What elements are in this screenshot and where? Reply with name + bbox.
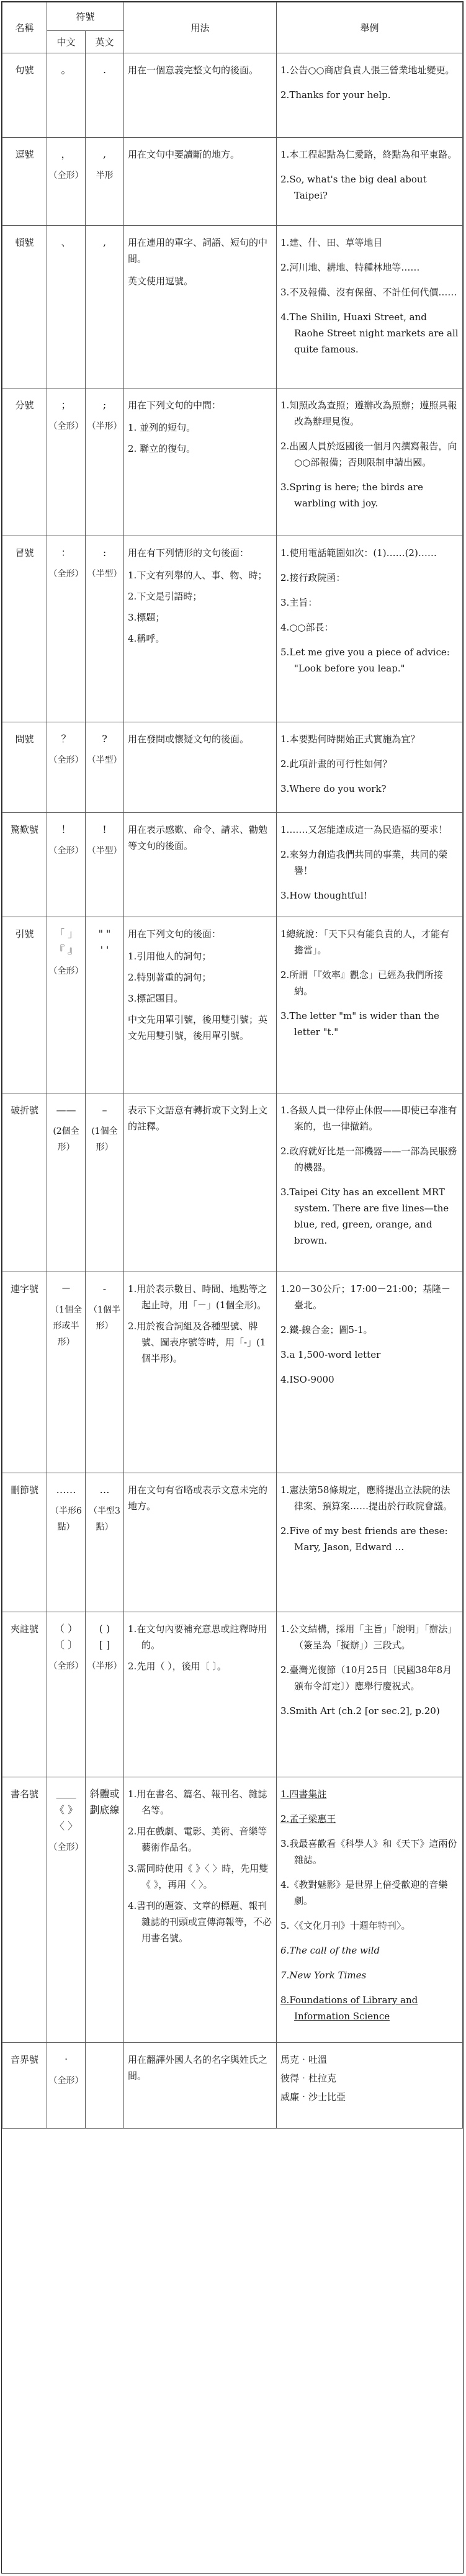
example-item: 3.Smith Art (ch.2 [or sec.2], p.20): [280, 1705, 440, 1717]
example-item: 1.公告○○商店負責人張三營業地址變更。: [280, 65, 455, 76]
symbol-zh-note: （全形）: [48, 1842, 84, 1852]
mark-name: 夾註號: [2, 1612, 47, 1777]
symbol-zh-cell: [47, 138, 86, 226]
usage-cell: [124, 1272, 277, 1473]
symbol-en: " " ' ': [98, 928, 111, 956]
example-list: [280, 1786, 459, 2024]
usage-cell: [124, 388, 277, 536]
example-item: 2.政府就好比是一部機器——一部為民服務的機器。: [280, 1146, 457, 1173]
example-list: [280, 1102, 459, 1249]
example-cell: [277, 722, 463, 813]
example-item: 1.20－30公斤；17:00－21:00；基隆－臺北。: [280, 1283, 450, 1311]
example-list: [280, 1482, 459, 1555]
example-item: 2.Thanks for your help.: [280, 89, 391, 101]
symbol-zh: －: [61, 1283, 71, 1295]
example-list: [280, 926, 459, 1040]
example-item: 1.……又怎能達成這一為民造福的要求！: [280, 824, 448, 835]
example-list: [280, 822, 459, 904]
mark-name: 冒號: [2, 536, 47, 722]
usage-item: 1. 並列的短句。: [128, 422, 196, 433]
usage-list: [128, 1621, 272, 1674]
symbol-en-note: （半形）: [87, 421, 122, 431]
example-cell: [277, 53, 463, 138]
table-row: [2, 917, 463, 1093]
table-row: [2, 722, 463, 813]
symbol-zh-cell: [47, 53, 86, 138]
symbol-en: .: [102, 64, 107, 76]
table-row: [2, 813, 463, 917]
usage-cell: [124, 813, 277, 917]
usage-note: 中文先用單引號，後用雙引號；英文先用雙引號，後用單引號。: [128, 1014, 268, 1041]
symbol-en-cell: [86, 2043, 124, 2129]
usage-item: 2.先用（ ），後用〔 〕。: [128, 1661, 226, 1672]
usage-list: [128, 948, 272, 1007]
usage-text: 表示下文語意有轉折或下文對上文的註釋。: [128, 1105, 268, 1132]
example-cell: [277, 536, 463, 722]
example-item: 1.憲法第58條規定，應將提出立法院的法律案、預算案……提出於行政院會議。: [280, 1484, 453, 1512]
example-item: 3.a 1,500-word letter: [280, 1349, 381, 1360]
symbol-en-cell: [86, 536, 124, 722]
example-list: [280, 1621, 459, 1719]
symbol-en-note: （半型）: [87, 846, 122, 856]
usage-text: 英文使用逗號。: [128, 276, 194, 287]
symbol-en-cell: [86, 226, 124, 388]
example-cell: [277, 388, 463, 536]
usage-text: 用在文句中要讀斷的地方。: [128, 149, 240, 160]
symbol-zh: ！: [61, 824, 71, 835]
example-item: 1.本要點何時開始正式實施為宜？: [280, 734, 420, 745]
example-item: 7.New York Times: [280, 1970, 367, 1981]
usage-item: 2.用在戲劇、電影、美術、音樂等藝術作品名。: [128, 1826, 267, 1853]
symbol-zh-note: （全形）: [48, 966, 84, 976]
mark-name: 音界號: [2, 2043, 47, 2129]
header-name: 名稱: [2, 2, 47, 53]
usage-text: 用在連用的單字、詞語、短句的中間。: [128, 237, 268, 264]
mark-name: 連字號: [2, 1272, 47, 1473]
symbol-en-cell: [86, 138, 124, 226]
header-zh: 中文: [47, 31, 86, 53]
usage-cell: [124, 722, 277, 813]
mark-name: 驚歎號: [2, 813, 47, 917]
mark-name: 問號: [2, 722, 47, 813]
example-item: 3.How thoughtful!: [280, 890, 367, 901]
mark-name: 引號: [2, 917, 47, 1093]
usage-text: 用在翻譯外國人名的名字與姓氏之間。: [128, 2054, 268, 2081]
table-row: [2, 226, 463, 388]
symbol-en-note: （半型3點）: [89, 1506, 120, 1532]
symbol-en: :: [102, 547, 107, 559]
symbol-zh-cell: [47, 2043, 86, 2129]
usage-item: 1.用在書名、篇名、報刊名、雜誌名等。: [128, 1788, 267, 1816]
example-item: 1.四書集註: [280, 1788, 327, 1800]
example-item: 1總統說：「天下只有能負責的人，才能有擔當」。: [280, 928, 450, 956]
table-row: [2, 1272, 463, 1473]
usage-cell: [124, 1612, 277, 1777]
symbol-en-note: 半形: [96, 171, 114, 181]
usage-text: 用在一個意義完整文句的後面。: [128, 65, 259, 76]
example-item: 5.Let me give you a piece of advice: "Look before you leap.": [280, 647, 450, 674]
symbol-en-note: (1個全形）: [91, 1126, 118, 1152]
example-item: 4.The Shilin, Huaxi Street, and Raohe Street night markets are all quite famous.: [280, 312, 459, 355]
table-row: [2, 53, 463, 138]
mark-name: 頓號: [2, 226, 47, 388]
example-cell: [277, 813, 463, 917]
table-row: [2, 388, 463, 536]
example-item: 4.ISO-9000: [280, 1374, 334, 1385]
symbol-zh-cell: [47, 536, 86, 722]
symbol-en: …: [99, 1484, 110, 1496]
symbol-zh-note: （全形）: [48, 1661, 84, 1671]
example-item: 3.主旨：: [280, 597, 318, 608]
symbol-zh-cell: [47, 226, 86, 388]
symbol-zh-note: （全形）: [48, 846, 84, 856]
symbol-en-cell: [86, 722, 124, 813]
usage-item: 4.書刊的題簽、文章的標題、報刊雜誌的刊頭或宣傳海報等，不必用書名號。: [128, 1900, 272, 1944]
symbol-zh-note: （全形）: [48, 421, 84, 431]
example-list: [280, 235, 459, 357]
example-item: 2.So, what's the big deal about Taipei?: [280, 174, 427, 201]
example-list: [280, 146, 459, 204]
table-row: [2, 1777, 463, 2043]
symbol-en-cell: [86, 917, 124, 1093]
usage-cell: [124, 2043, 277, 2129]
usage-text: 用在有下列情形的文句後面：: [128, 547, 249, 559]
usage-item: 4.稱呼。: [128, 633, 165, 644]
symbol-en-note: （半形）: [87, 1661, 122, 1671]
symbol-zh-cell: [47, 1473, 86, 1612]
usage-item: 3.標題；: [128, 612, 165, 623]
symbol-zh-note: （1個全形或半形）: [50, 1305, 82, 1347]
example-cell: [277, 1093, 463, 1272]
header-example: 舉例: [277, 2, 463, 53]
symbol-zh-cell: [47, 1093, 86, 1272]
symbol-en-note: （半型）: [87, 569, 122, 579]
symbol-en-cell: [86, 1612, 124, 1777]
symbol-en: ,: [102, 236, 107, 248]
usage-list: [128, 1281, 272, 1367]
example-item: 3.不及報備、沒有保留、不計任何代價……: [280, 287, 457, 298]
example-item: 8.Foundations of Library and Information Science: [280, 1995, 418, 2022]
example-item: 1.使用電話範圍如次：(1)……(2)……: [280, 547, 437, 559]
symbol-en: !: [102, 824, 107, 835]
usage-item: 2.下文是引語時；: [128, 591, 202, 602]
symbol-zh: ……: [56, 1484, 76, 1496]
symbol-zh-cell: [47, 1612, 86, 1777]
table-row: [2, 138, 463, 226]
example-item: 2.所謂「『效率』觀念」已經為我們所接納。: [280, 969, 443, 997]
symbol-en-cell: [86, 1777, 124, 2043]
symbol-zh: ？: [61, 733, 71, 745]
example-item: 2.出國人員於返國後一個月內撰寫報告，向○○部報備；否則限制申請出國。: [280, 441, 457, 468]
symbol-zh-cell: [47, 1272, 86, 1473]
mark-name: 破折號: [2, 1093, 47, 1272]
example-cell: [277, 2043, 463, 2129]
example-item: 1.知照改為查照；遵辦改為照辦；遵照具報改為辦理見復。: [280, 400, 457, 427]
usage-text: 用在下列文句的後面：: [128, 928, 222, 940]
table-row: [2, 1093, 463, 1272]
example-item: 1.各級人員一律停止休假——即使已奉准有案的，也一律撤銷。: [280, 1105, 457, 1132]
symbol-en-cell: [86, 1093, 124, 1272]
example-item: 2.Five of my best friends are these: Mary, Jason, Edward …: [280, 1525, 448, 1553]
example-item: 3.我最喜歡看《科學人》和《天下》這兩份雜誌。: [280, 1838, 457, 1865]
example-item: 3.Spring is here; the birds are warbling with joy.: [280, 482, 423, 509]
example-item: 2.接行政院函：: [280, 572, 346, 583]
usage-cell: [124, 917, 277, 1093]
symbol-en: ;: [102, 399, 107, 411]
usage-item: 1.在文句內要補充意思或註釋時用的。: [128, 1623, 267, 1651]
usage-list: [128, 420, 272, 457]
symbol-en-cell: [86, 388, 124, 536]
example-item: 1.公文結構，採用「主旨」「說明」「辦法」（簽呈為「擬辦」）三段式。: [280, 1623, 457, 1651]
symbol-zh: （ ） 〔 〕: [54, 1623, 78, 1651]
symbol-zh-note: （全形）: [48, 2076, 84, 2086]
example-list: [280, 545, 459, 676]
symbol-zh: ，: [61, 148, 71, 160]
punctuation-table: [2, 2, 463, 2129]
table-body: [2, 53, 463, 2129]
usage-text: 用在發問或懷疑文句的後面。: [128, 734, 249, 745]
usage-cell: [124, 536, 277, 722]
mark-name: 句號: [2, 53, 47, 138]
usage-item: 2.特別著重的詞句；: [128, 972, 212, 983]
usage-item: 1.下文有列舉的人、事、物、時；: [128, 570, 267, 581]
example-cell: [277, 917, 463, 1093]
example-cell: [277, 226, 463, 388]
example-item: 2.此項計畫的可行性如何？: [280, 758, 392, 770]
example-item: 3.Taipei City has an excellent MRT system. There are five lines—the blue, red, green, orange, and brown.: [280, 1187, 449, 1246]
symbol-en: ?: [102, 733, 107, 745]
symbol-zh-cell: [47, 388, 86, 536]
usage-item: 3.標記題目。: [128, 993, 184, 1004]
usage-item: 2.用於複合詞組及各種型號、牌號、圖表序號等時，用「-」(1個半形)。: [128, 1321, 266, 1364]
symbol-zh-cell: [47, 813, 86, 917]
usage-item: 1.引用他人的詞句；: [128, 951, 212, 962]
usage-item: 2. 聯立的復句。: [128, 443, 196, 454]
example-list: [280, 1281, 459, 1388]
example-item: 2.臺灣光復節（10月25日〔民國38年8月頒布令訂定〕）應舉行慶祝式。: [280, 1664, 452, 1692]
example-item: 1.建、什、田、草等地目: [280, 237, 383, 248]
usage-item: 3.需同時使用《 》〈 〉時，先用雙《 》，再用〈 〉。: [128, 1863, 269, 1890]
symbol-zh: 「 」 『 』: [54, 928, 78, 956]
example-item: 4.○○部長：: [280, 622, 334, 633]
symbol-zh: ；: [61, 399, 71, 411]
example-list: [280, 62, 459, 103]
symbol-en-cell: [86, 1272, 124, 1473]
symbol-en-note: （半型）: [87, 755, 122, 765]
symbol-en: 斜體或劃底線: [89, 1788, 120, 1816]
usage-cell: [124, 1093, 277, 1272]
symbol-zh: ——: [56, 1104, 76, 1116]
table-row: [2, 2043, 463, 2129]
symbol-en-note: （1個半形）: [89, 1305, 120, 1331]
example-item: 3.The letter "m" is wider than the letter "t.": [280, 1010, 439, 1038]
mark-name: 逗號: [2, 138, 47, 226]
example-item: 馬克‧吐溫: [280, 2054, 328, 2065]
symbol-en-cell: [86, 813, 124, 917]
symbol-zh-note: （半形6點）: [50, 1506, 82, 1532]
usage-text: 用在表示感歎、命令、請求、勸勉等文句的後面。: [128, 824, 268, 851]
symbol-en: -: [102, 1283, 107, 1295]
example-item: 2.河川地、耕地、特種林地等……: [280, 262, 420, 273]
symbol-en-cell: [86, 1473, 124, 1612]
symbol-en: ( ) [ ]: [99, 1623, 110, 1651]
mark-name: 刪節號: [2, 1473, 47, 1612]
symbol-zh: ＿＿ 《 》 〈 〉: [54, 1788, 78, 1832]
example-cell: [277, 1272, 463, 1473]
usage-item: 1.用於表示數目、時間、地點等之起止時，用「－」(1個全形)。: [128, 1283, 267, 1311]
example-item: 2.孟子梁惠王: [280, 1813, 336, 1824]
symbol-zh: ：: [61, 547, 71, 559]
symbol-zh-note: （全形）: [48, 171, 84, 181]
symbol-zh-note: (2個全形）: [53, 1126, 79, 1152]
usage-text: 用在文句有省略或表示文意未完的地方。: [128, 1484, 268, 1512]
example-item: 6.The call of the wild: [280, 1945, 380, 1956]
mark-name: 書名號: [2, 1777, 47, 2043]
symbol-zh-cell: [47, 1777, 86, 2043]
symbol-zh: 、: [61, 236, 71, 248]
symbol-zh-cell: [47, 917, 86, 1093]
usage-text: 用在下列文句的中間：: [128, 400, 222, 411]
example-cell: [277, 1473, 463, 1612]
symbol-en: ,: [102, 148, 107, 160]
header-symbol: 符號: [47, 2, 124, 31]
example-list: [280, 731, 459, 797]
symbol-zh: 。: [61, 64, 71, 76]
usage-cell: [124, 53, 277, 138]
symbol-zh-note: （全形）: [48, 755, 84, 765]
usage-cell: [124, 138, 277, 226]
example-item: 3.Where do you work?: [280, 783, 387, 794]
usage-cell: [124, 1473, 277, 1612]
symbol-en: –: [102, 1104, 107, 1116]
symbol-zh: ‧: [64, 2053, 68, 2065]
mark-name: 分號: [2, 388, 47, 536]
example-item: 威廉‧沙士比亞: [280, 2091, 346, 2103]
usage-list: [128, 1786, 272, 1946]
example-item: 5.〈《文化月刊》十週年特刊〉。: [280, 1920, 411, 1931]
usage-list: [128, 567, 272, 647]
example-list: [280, 397, 459, 511]
usage-cell: [124, 226, 277, 388]
symbol-zh-note: （全形）: [48, 569, 84, 579]
table-row: [2, 1612, 463, 1777]
example-cell: [277, 138, 463, 226]
example-item: 2.鐵-鎳合金；圖5-1。: [280, 1324, 373, 1335]
header-usage: 用法: [124, 2, 277, 53]
usage-cell: [124, 1777, 277, 2043]
example-cell: [277, 1777, 463, 2043]
symbol-en-cell: [86, 53, 124, 138]
table-row: [2, 536, 463, 722]
example-item: 1.本工程起點為仁愛路，終點為和平東路。: [280, 149, 457, 160]
example-item: 彼得‧杜拉克: [280, 2073, 337, 2084]
example-item: 4.《教對魅影》是世界上倍受歡迎的音樂劇。: [280, 1879, 448, 1906]
header-en: 英文: [86, 31, 124, 53]
example-cell: [277, 1612, 463, 1777]
table-row: [2, 1473, 463, 1612]
example-item: 2.來努力創造我們共同的事業，共同的榮譽！: [280, 849, 448, 876]
symbol-zh-cell: [47, 722, 86, 813]
punctuation-table-sheet: [1, 1, 464, 2574]
